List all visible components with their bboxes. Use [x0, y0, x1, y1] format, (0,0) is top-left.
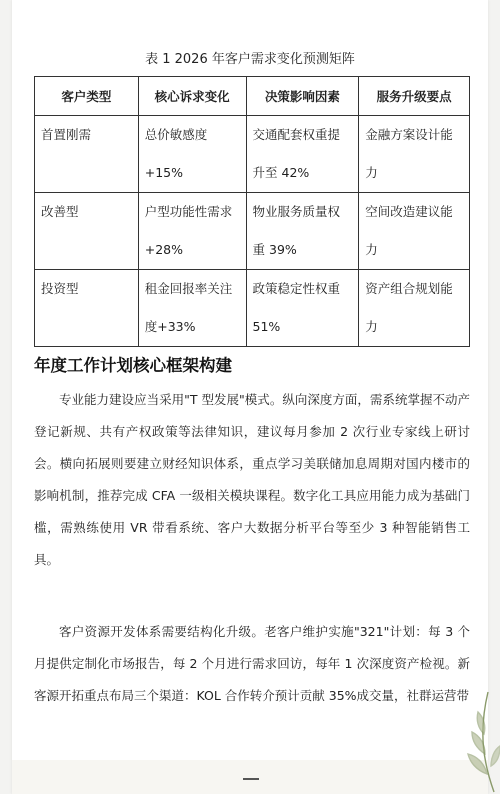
table-cell: 金融方案设计能 力: [359, 116, 470, 193]
paragraph-customer-resources: 客户资源开发体系需要结构化升级。老客户维护实施"321"计划：每 3 个月提供定制化市场报告，每 2 个月进行需求回访，每年 1 次深度资产检视。新客源开拓重点布局三个渠道：KOL 合作转介预计贡献 35%成交量，社群运营带: [34, 624, 470, 703]
table-cell: 投资型: [35, 270, 139, 347]
table-header-row: [35, 77, 470, 116]
leaf-icon: [454, 684, 500, 794]
forecast-matrix-table: [34, 76, 470, 347]
table-cell: 政策稳定性权重 51%: [246, 270, 359, 347]
table-caption: 表 1 2026 年客户需求变化预测矩阵: [145, 52, 355, 67]
table-cell: 改善型: [35, 193, 139, 270]
section-heading: 年度工作计划核心框架构建: [34, 356, 232, 375]
footer-divider: [243, 778, 259, 780]
table-row: [35, 270, 470, 347]
table-row: [35, 193, 470, 270]
table-row: [35, 116, 470, 193]
table-cell: 物业服务质量权 重 39%: [246, 193, 359, 270]
document-page: [12, 0, 488, 794]
header-core-demand: 核心诉求变化: [138, 77, 246, 116]
table-cell: 户型功能性需求 +28%: [138, 193, 246, 270]
table-cell: 首置刚需: [35, 116, 139, 193]
table-cell: 租金回报率关注 度+33%: [138, 270, 246, 347]
table-cell: 交通配套权重提 升至 42%: [246, 116, 359, 193]
header-service-upgrade: 服务升级要点: [359, 77, 470, 116]
paragraph-professional-capability: 专业能力建设应当采用"T 型发展"模式。纵向深度方面，需系统掌握不动产登记新规、共有产权政策等法律知识，建议每月参加 2 次行业专家线上研讨会。横向拓展则要建立财经知识体系，重点学习美联储加息周期对国内楼市的影响机制，推荐完成 CFA 一级相关模块课程。数字化工具应用能力成为基础门槛，需熟练使用 VR 带看系统、客户大数据分析平台等至少 3 种智能销售工具。: [34, 392, 470, 567]
header-decision-factor: 决策影响因素: [246, 77, 359, 116]
page-footer: [12, 760, 488, 794]
header-customer-type: 客户类型: [35, 77, 139, 116]
table-cell: 空间改造建议能 力: [359, 193, 470, 270]
table-cell: 资产组合规划能 力: [359, 270, 470, 347]
table-cell: 总价敏感度 +15%: [138, 116, 246, 193]
